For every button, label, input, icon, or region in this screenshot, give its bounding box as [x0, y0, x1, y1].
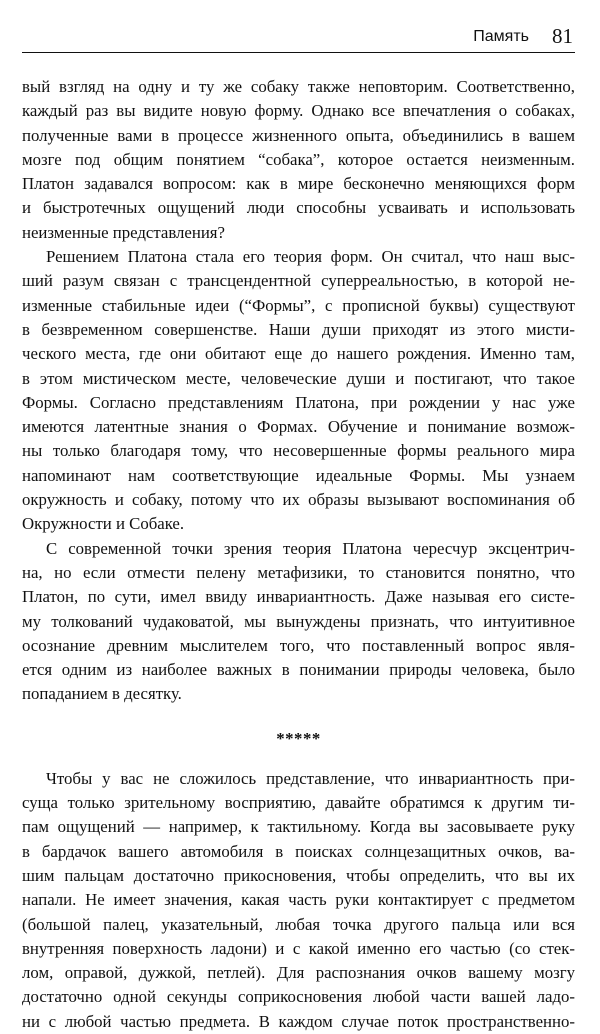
text-line: достаточно одной секунды соприкосновения любой части вашей ладо-: [22, 987, 575, 1007]
text-line: вый взгляд на одну и ту же собаку также неповторим. Соответственно,: [22, 77, 575, 96]
text-line: Чтобы у вас не сложилось представление, что инвариантность при-: [46, 768, 575, 788]
text-line: внутренняя поверхность ладони) и с какой именно его частью (со стек-: [22, 938, 575, 958]
page-number: 81: [552, 24, 573, 48]
text-line: ется одним из наиболее важных в понимании природы человека, было: [22, 660, 575, 680]
text-line: каждый раз вы видите новую форму. Однако все впечатления о собаках,: [22, 101, 575, 121]
section-separator: *****: [276, 728, 321, 748]
text-line: суща только зрительному восприятию, давайте обратимся к другим ти-: [22, 793, 575, 813]
text-line: в бардачок вашего автомобиля в поисках солнцезащитных очков, ва-: [22, 841, 575, 861]
text-line: С современной точки зрения теория Платона чересчур эксцентрич-: [46, 538, 575, 558]
text-line: лом, оправой, дужкой, петлей). Для распознания очков вашему мозгу: [22, 963, 575, 983]
text-line: ший разум связан с трансцендентной суперреальностью, в которой не-: [22, 271, 575, 291]
text-line: (большой палец, указательный, любая точка другого пальца или вся: [22, 914, 575, 934]
text-line: Формы. Согласно представлениям Платона, при рождении у нас уже: [22, 392, 575, 412]
text-line: осознание древним мыслителем того, что поставленный вопрос явля-: [22, 635, 575, 655]
text-line: полученные вами в процессе жизненного опыта, объединились в вашем: [22, 125, 575, 145]
text-line: мозге под общим понятием “собака”, которое остается неизменным.: [22, 149, 575, 169]
text-line: Платон задавался вопросом: как в мире бесконечно меняющихся форм: [22, 174, 575, 194]
text-line: му толкований чудаковатой, мы вынуждены признать, что интуитивное: [22, 611, 575, 631]
text-line: и быстротечных ощущений люди способны усваивать и использовать: [22, 198, 575, 218]
text-line: изменные стабильные идеи (“Формы”, с прописной буквы) существуют: [22, 295, 575, 315]
text-line: окружность и собаку, потому что их образы вызывают воспоминания об: [22, 490, 575, 510]
text-line: неизменные представления?: [22, 222, 225, 242]
text-line: имеются латентные знания о Формах. Обучение и понимание возмож-: [22, 417, 575, 437]
running-header: [22, 18, 575, 53]
text-line: ни с любой частью предмета. В каждом случае поток пространственно-: [22, 1011, 575, 1031]
text-line: в этом мистическом месте, человеческие души и постигают, что такое: [22, 368, 575, 388]
text-line: на, но если отмести пелену метафизики, то становится понятно, что: [22, 562, 575, 582]
text-line: ческого места, где они обитают еще до нашего рождения. Именно там,: [22, 344, 575, 364]
text-line: в безвременном совершенстве. Наши души приходят из этого мисти-: [22, 319, 575, 339]
text-line: ны только благодаря тому, что несовершенные формы реального мира: [22, 441, 575, 461]
text-line: напали. Не имеет значения, какая часть руки контактирует с предметом: [22, 890, 575, 910]
text-line: попаданием в десятку.: [22, 684, 182, 704]
text-line: напоминают нам соответствующие идеальные Формы. Мы узнаем: [22, 465, 575, 485]
text-line: Платон, по сути, имел ввиду инвариантность. Даже называя его систе-: [22, 587, 575, 607]
text-line: Окружности и Собаке.: [22, 514, 185, 534]
main-text: [22, 75, 575, 1034]
section-title: Память: [473, 28, 529, 45]
text-line: Решением Платона стала его теория форм. Он считал, что наш выс-: [46, 247, 575, 267]
text-line: пам ощущений — например, к тактильному. Когда вы засовываете руку: [22, 817, 575, 837]
text-line: шим пальцам достаточно прикосновения, чтобы определить, что вы их: [22, 865, 575, 885]
